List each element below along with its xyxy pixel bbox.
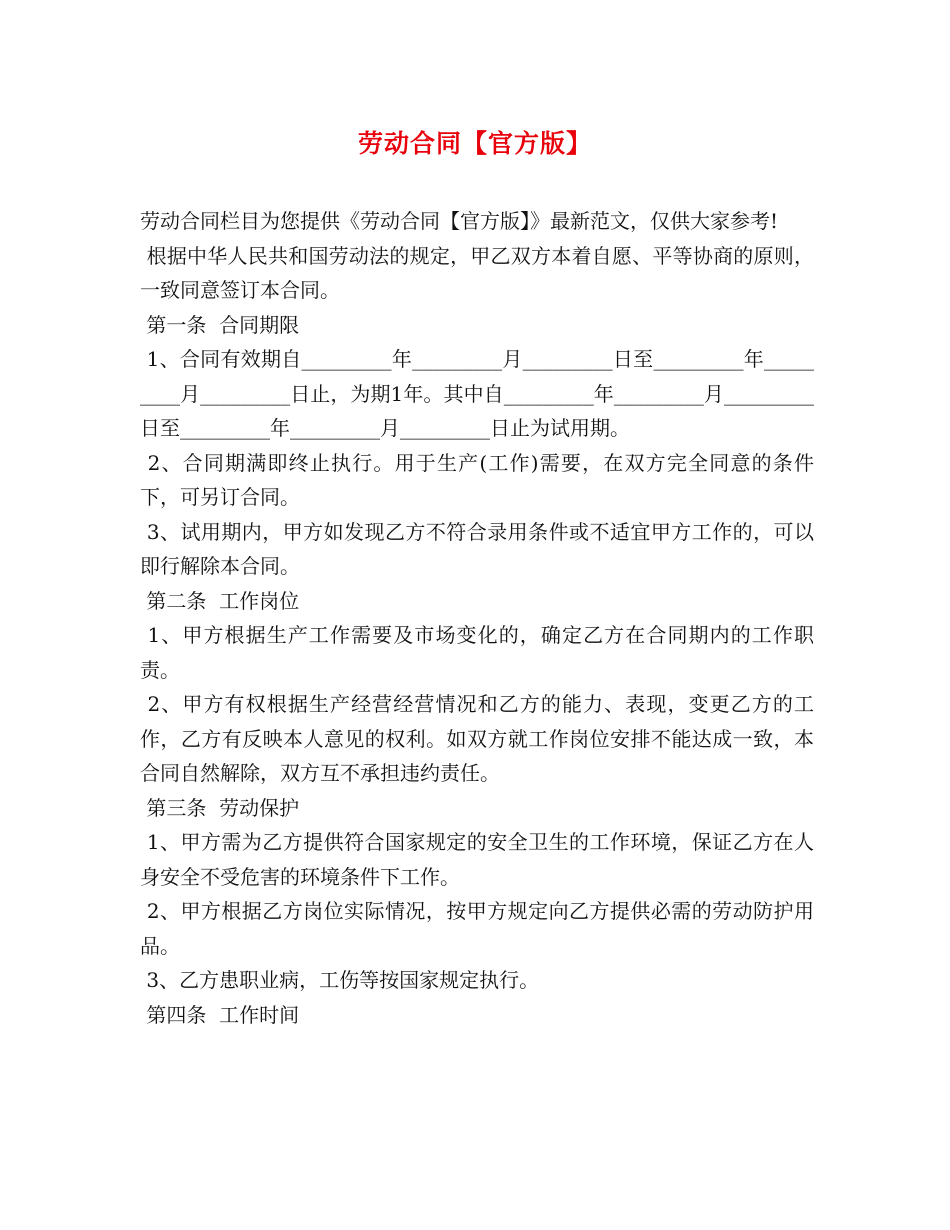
article-1-clause-1: 1、合同有效期自_________年_________月_________日至_________年_________月_________日止，为期1年。其中自_________年_________月_________日至_________年_________月_________日止为试用期。 bbox=[140, 347, 814, 440]
article-3-clause-2: 2、甲方根据乙方岗位实际情况，按甲方规定向乙方提供必需的劳动防护用品。 bbox=[140, 899, 814, 958]
article-2-clause-2: 2、甲方有权根据生产经营经营情况和乙方的能力、表现，变更乙方的工作，乙方有反映本人意见的权利。如双方就工作岗位安排不能达成一致，本合同自然解除，双方互不承担违约责任。 bbox=[140, 692, 814, 785]
document-title: 劳动合同【官方版】 bbox=[357, 129, 592, 158]
preamble-paragraph: 根据中华人民共和国劳动法的规定，甲乙双方本着自愿、平等协商的原则，一致同意签订本合同。 bbox=[140, 243, 815, 302]
article-2-clause-1: 1、甲方根据生产工作需要及市场变化的，确定乙方在合同期内的工作职责。 bbox=[140, 623, 814, 682]
article-1-clause-2: 2、合同期满即终止执行。用于生产(工作)需要，在双方完全同意的条件下，可另订合同。 bbox=[140, 450, 814, 509]
article-3-clause-3: 3、乙方患职业病，工伤等按国家规定执行。 bbox=[140, 968, 540, 992]
article-3-heading: 第三条 劳动保护 bbox=[140, 795, 300, 820]
article-2-heading: 第二条 工作岗位 bbox=[140, 588, 300, 613]
article-1-clause-3: 3、试用期内，甲方如发现乙方不符合录用条件或不适宜甲方工作的，可以即行解除本合同。 bbox=[140, 519, 814, 578]
article-3-clause-1: 1、甲方需为乙方提供符合国家规定的安全卫生的工作环境，保证乙方在人身安全不受危害的环境条件下工作。 bbox=[140, 830, 814, 889]
intro-paragraph: 劳动合同栏目为您提供《劳动合同【官方版】》最新范文，仅供大家参考! bbox=[140, 209, 779, 233]
article-1-heading: 第一条 合同期限 bbox=[140, 312, 300, 337]
article-4-heading: 第四条 工作时间 bbox=[140, 1002, 300, 1027]
document-body bbox=[140, 204, 814, 1032]
